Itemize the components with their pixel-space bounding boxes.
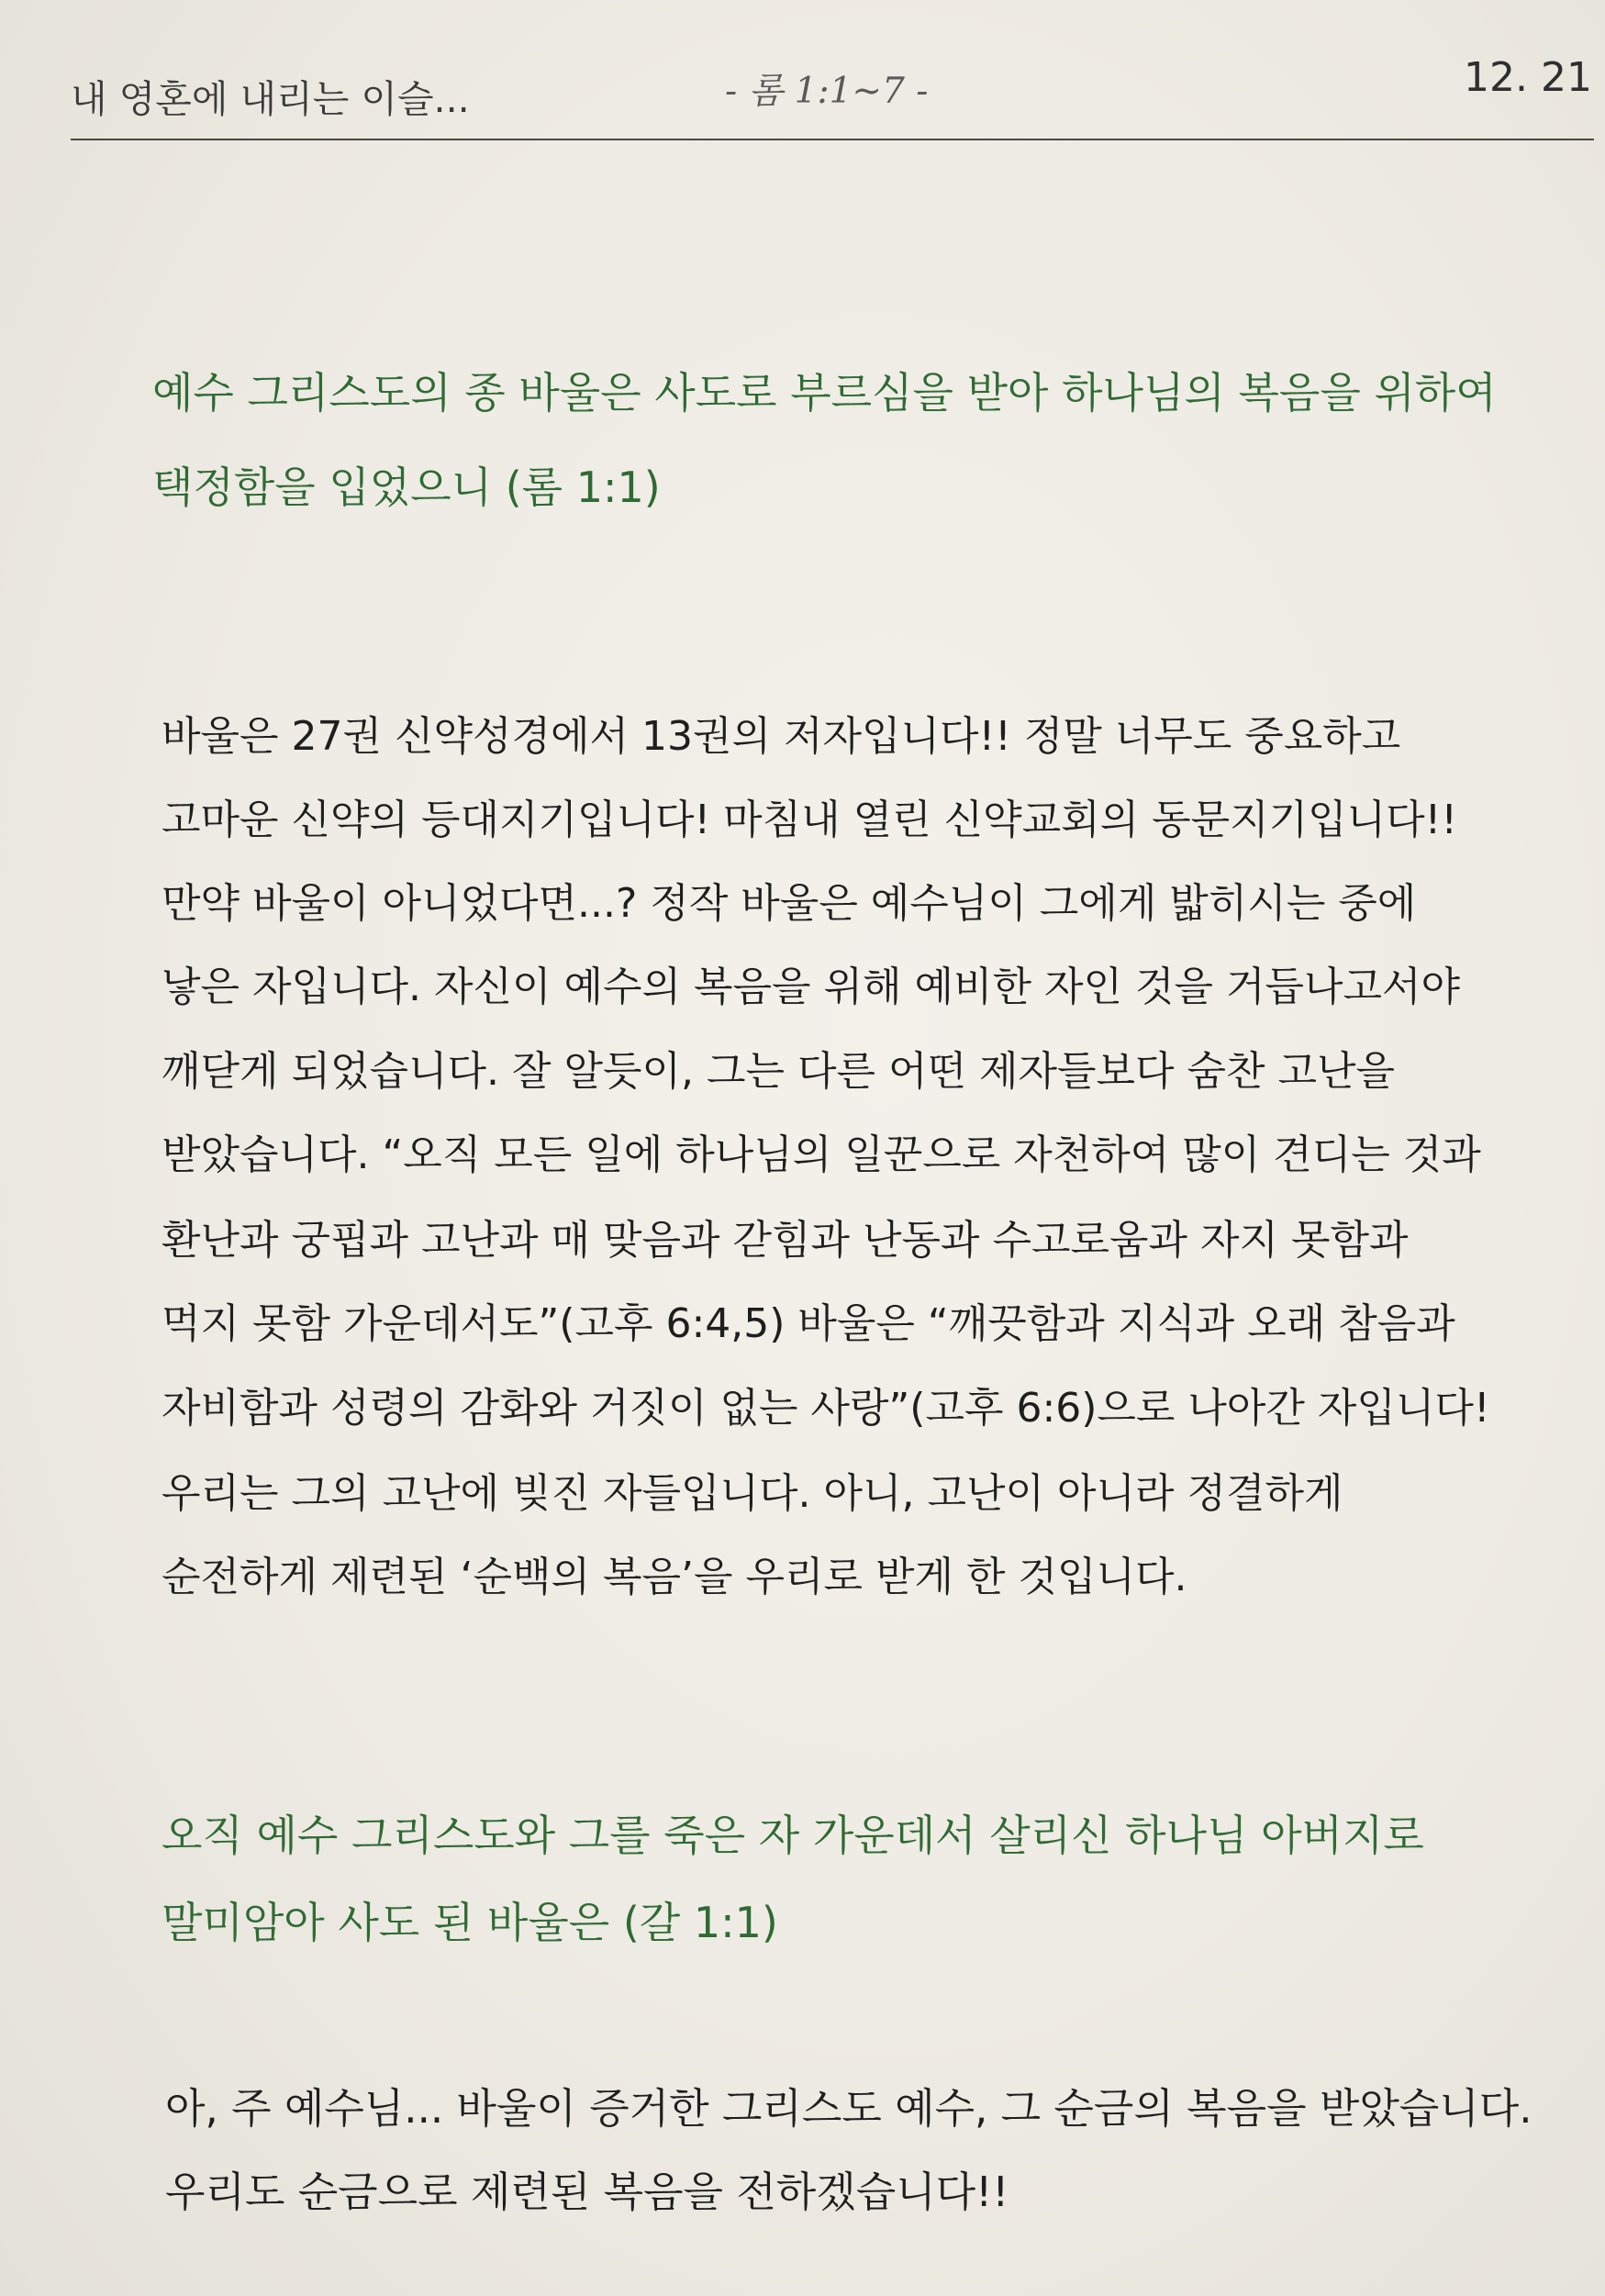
prayer-line: 아, 주 예수님... 바울이 증거한 그리스도 예수, 그 순금의 복음을 받았습니다. (165, 2084, 1533, 2133)
meditation-line: 깨닫게 되었습니다. 잘 알듯이, 그는 다른 어떤 제자들보다 숨찬 고난을 (162, 1048, 1395, 1095)
verse-1-line: 택정함을 입었으니 (롬 1:1) (152, 463, 661, 512)
page-date: 12. 21 (1464, 54, 1592, 101)
header-divider (71, 139, 1594, 140)
meditation-line: 만약 바울이 아니었다면...? 정작 바울은 예수님이 그에게 밟히시는 중에 (162, 880, 1417, 927)
meditation-line: 낳은 자입니다. 자신이 예수의 복음을 위해 예비한 자인 것을 거듭나고서야 (162, 964, 1460, 1010)
prayer-line: 우리도 순금으로 제련된 복음을 전하겠습니다!! (165, 2168, 1009, 2216)
meditation-line: 자비함과 성령의 감화와 거짓이 없는 사랑”(고후 6:6)으로 나아간 자입니다! (162, 1385, 1490, 1432)
passage-reference: - 롬 1:1~7 - (725, 71, 929, 112)
meditation-line: 고마운 신약의 등대지기입니다! 마침내 열린 신약교회의 동문지기입니다!! (162, 797, 1457, 843)
verse-2-line: 오직 예수 그리스도와 그를 죽은 자 가운데서 살리신 하나님 아버지로 (162, 1811, 1424, 1860)
meditation-line: 환난과 궁핍과 고난과 매 맞음과 갇힘과 난동과 수고로움과 자지 못함과 (162, 1217, 1409, 1264)
verse-1-line: 예수 그리스도의 종 바울은 사도로 부르심을 받아 하나님의 복음을 위하여 (152, 368, 1497, 418)
meditation-line: 순전하게 제련된 ‘순백의 복음’을 우리로 받게 한 것입니다. (162, 1554, 1187, 1600)
meditation-line: 받았습니다. “오직 모든 일에 하나님의 일꾼으로 자천하여 많이 견디는 것과 (162, 1131, 1481, 1178)
book-title: 내 영혼에 내리는 이슬... (71, 77, 470, 121)
verse-2-line: 말미암아 사도 된 바울은 (갈 1:1) (162, 1898, 778, 1947)
meditation-line: 바울은 27권 신약성경에서 13권의 저자입니다!! 정말 너무도 중요하고 (162, 713, 1401, 760)
meditation-line: 우리는 그의 고난에 빚진 자들입니다. 아니, 고난이 아니라 정결하게 (162, 1470, 1343, 1517)
meditation-line: 먹지 못함 가운데서도”(고후 6:4,5) 바울은 “깨끗함과 지식과 오래 참음과 (162, 1300, 1455, 1347)
